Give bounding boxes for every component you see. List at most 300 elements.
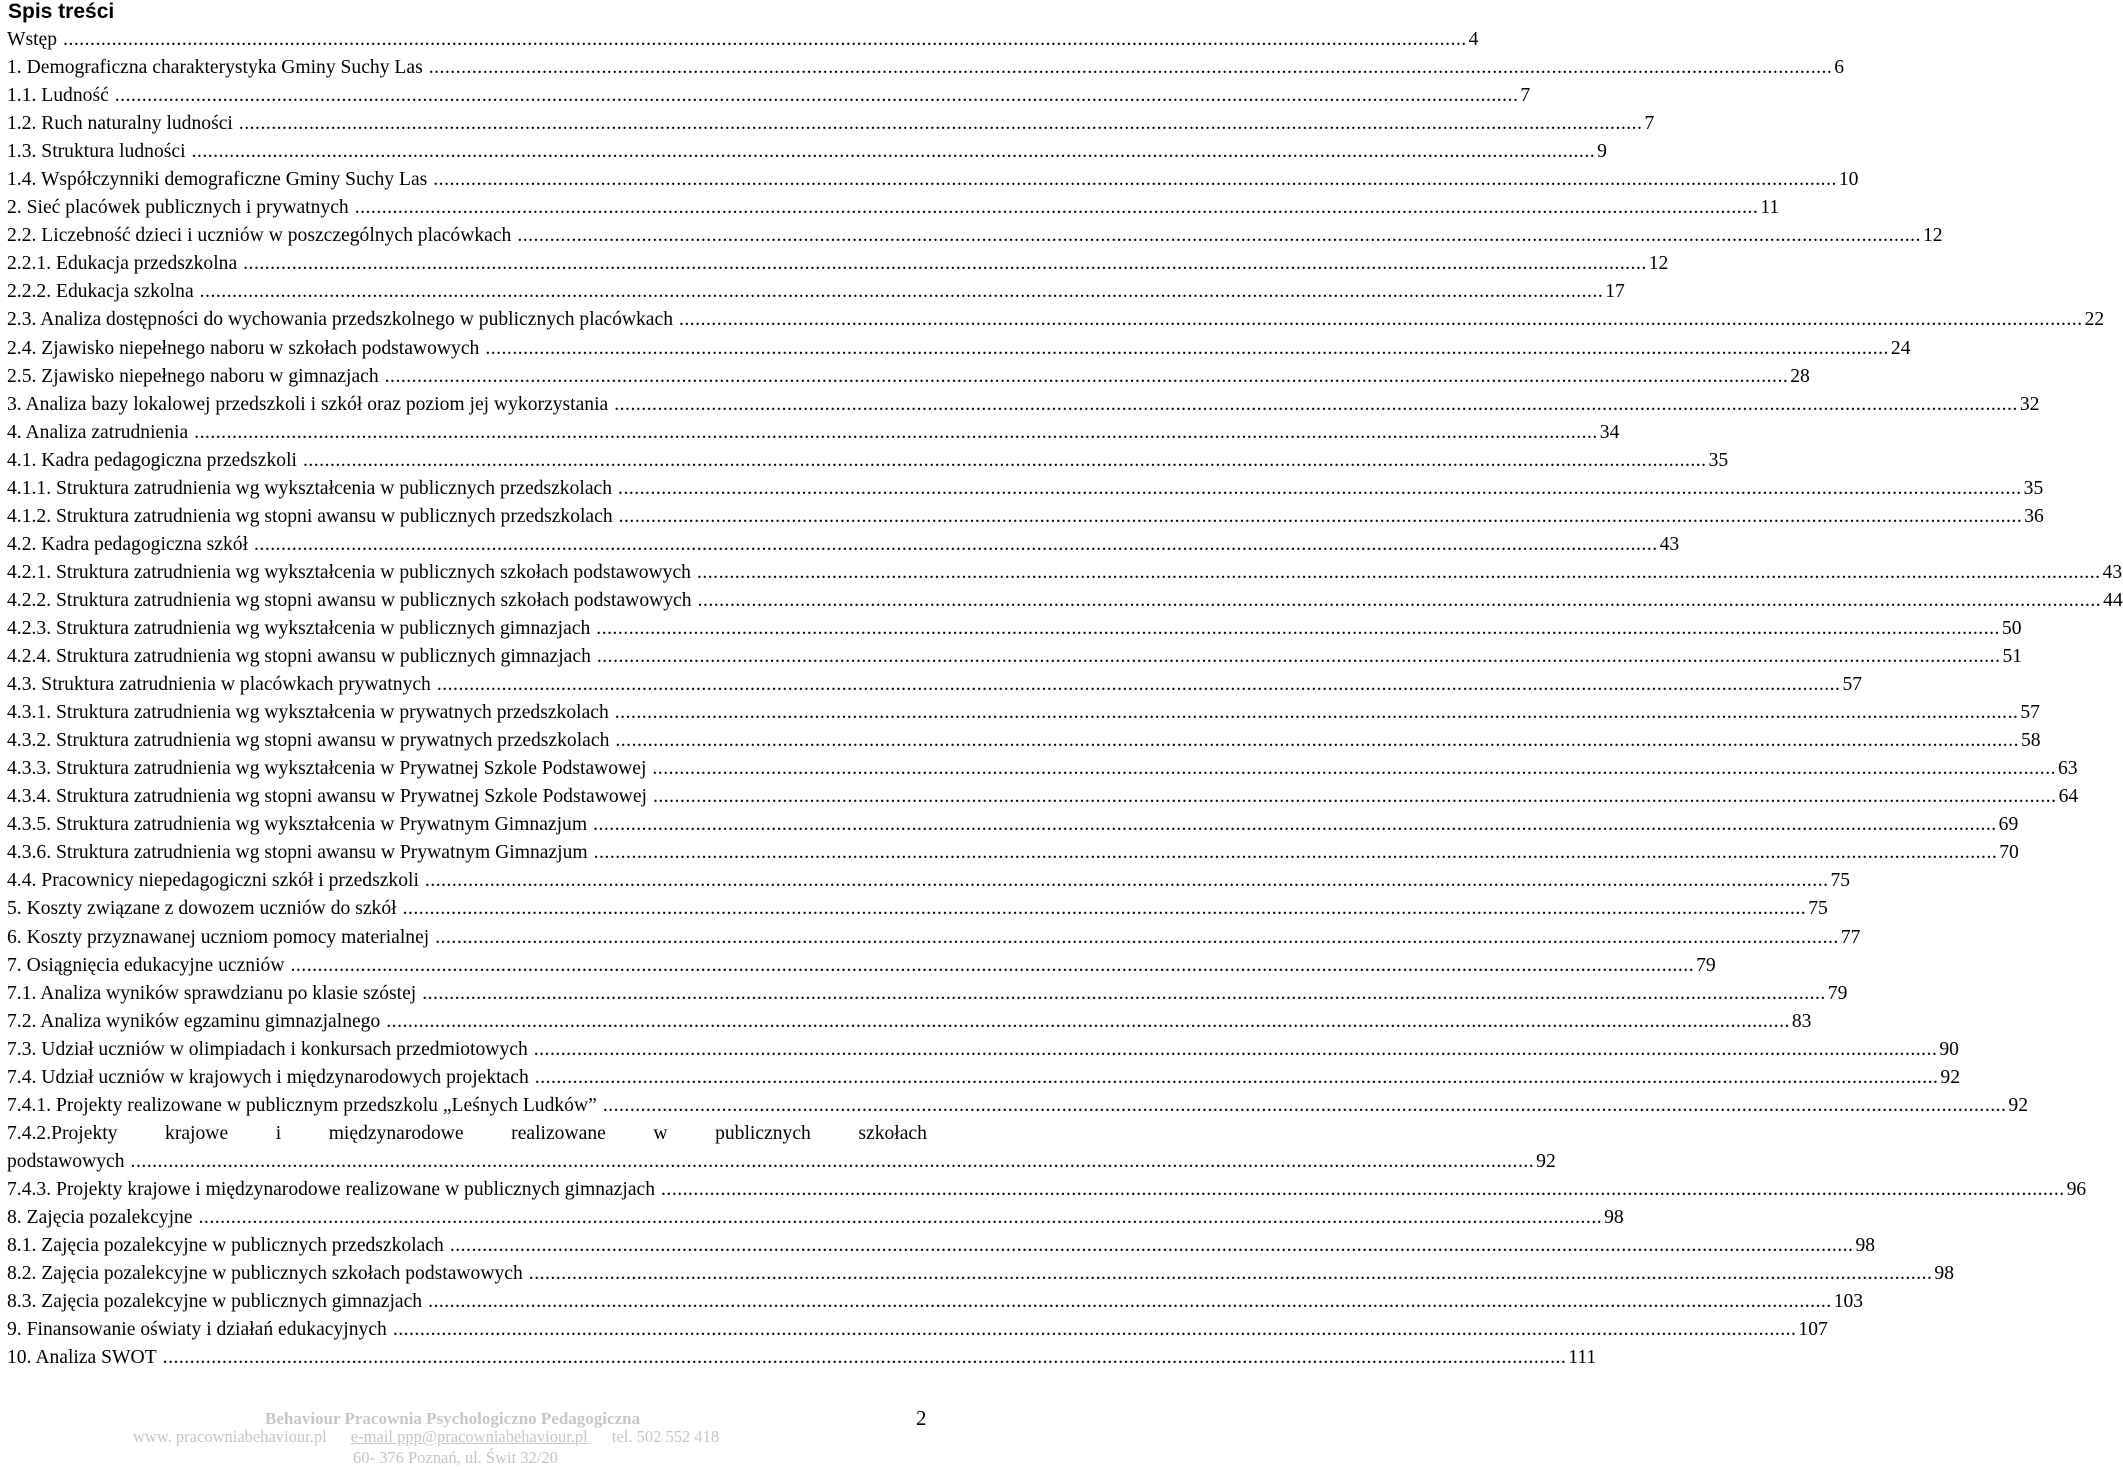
- toc-entry-text: [7, 419, 188, 447]
- toc-entry-text: [7, 671, 431, 699]
- toc-entry-number: 4.3.4.: [7, 786, 52, 808]
- toc-entry-number: 4.2.2.: [7, 589, 52, 611]
- toc-entry-text: [7, 222, 511, 250]
- toc-entry-text: [7, 531, 248, 559]
- toc-entry[interactable]: [7, 559, 2123, 587]
- toc-entry-page: 28: [1790, 365, 1810, 387]
- toc-leader-dots: [199, 1204, 1603, 1232]
- toc-entry-number: 4.2.4.: [7, 646, 52, 668]
- toc-entry-text: [7, 615, 590, 643]
- toc-entry-label: Demograficzna charakterystyka Gminy Suchy Las: [26, 57, 423, 79]
- toc-leader-dots: [517, 222, 1921, 250]
- toc-entry-number: 4.3.1.: [7, 702, 52, 724]
- toc-entry-label: Analiza wyników sprawdzianu po klasie szóstej: [40, 982, 417, 1004]
- toc-entry-page: 35: [2023, 477, 2044, 499]
- toc-entry-label: Zajęcia pozalekcyjne w publicznych przedszkolach: [41, 1235, 444, 1257]
- toc-entry[interactable]: [7, 1232, 1876, 1260]
- toc-leader-dots: [403, 895, 1807, 923]
- toc-entry-text: [7, 1092, 597, 1120]
- toc-entry-text: [7, 363, 379, 391]
- toc-entry-label: Zajęcia pozalekcyjne: [26, 1206, 193, 1228]
- toc-entry-label: Projekty krajowe i międzynarodowe realizowane w publicznych gimnazjach: [56, 1178, 656, 1200]
- toc-entry-number: 8.1.: [7, 1235, 37, 1257]
- footer-organization: Behaviour Pracownia Psychologiczno Pedagogiczna: [265, 1409, 641, 1428]
- toc-entry[interactable]: [7, 1176, 2087, 1204]
- toc-entry-text: [7, 82, 109, 110]
- toc-entry-text: [7, 1344, 157, 1372]
- toc-entry-number: 2.5.: [7, 365, 37, 387]
- toc-entry-label: Struktura zatrudnienia wg stopni awansu w publicznych gimnazjach: [56, 646, 591, 668]
- toc-entry-text: [7, 924, 429, 952]
- toc-entry-label: Sieć placówek publicznych i prywatnych: [26, 197, 349, 219]
- toc-entry-page: 44: [2103, 589, 2123, 611]
- toc-entry-page: 10: [1838, 169, 1859, 191]
- toc-entry-number: 4.3.: [7, 674, 37, 696]
- toc-entry-page: 98: [1855, 1235, 1876, 1257]
- toc-entry-text: [7, 503, 613, 531]
- toc-leader-dots: [435, 924, 1839, 952]
- toc-entry-label: Koszty przyznawanej uczniom pomocy materialnej: [26, 926, 430, 948]
- toc-leader-dots: [698, 587, 2102, 615]
- toc-entry-label: Zjawisko niepełnego naboru w gimnazjach: [41, 365, 379, 387]
- toc-entry[interactable]: [7, 278, 1625, 306]
- wrapped-word: szkołach: [858, 1122, 927, 1144]
- toc-entry-number: 6.: [7, 926, 22, 948]
- page-number: 2: [916, 1406, 927, 1430]
- toc-entry[interactable]: [7, 82, 1531, 110]
- toc-entry[interactable]: [7, 1036, 1959, 1064]
- toc-entry-text: [7, 587, 692, 615]
- toc-entry-label: Struktura zatrudnienia wg stopni awansu w Prywatnej Szkole Podstawowej: [56, 786, 647, 808]
- toc-leader-dots: [422, 980, 1826, 1008]
- toc-entry-label: Edukacja przedszkolna: [56, 253, 238, 275]
- wrapped-word: publicznych: [715, 1122, 811, 1144]
- toc-entry[interactable]: [7, 26, 1479, 54]
- toc-entry-page: 12: [1922, 225, 1943, 247]
- toc-entry-text: [7, 755, 646, 783]
- toc-leader-dots: [619, 503, 2023, 531]
- toc-entry-label: Struktura zatrudnienia wg wykształcenia w prywatnych przedszkolach: [56, 702, 609, 724]
- toc-entry-text: [7, 335, 479, 363]
- footer-email[interactable]: e-mail ppp@pracowniabehaviour.pl: [350, 1427, 588, 1446]
- toc-entry-label: Wstęp: [7, 29, 58, 50]
- toc-entry-number: 4.2.1.: [7, 561, 52, 583]
- toc-entry-text: [7, 895, 397, 923]
- toc-entry[interactable]: [7, 615, 2022, 643]
- toc-entry-label: Struktura zatrudnienia wg stopni awansu w Prywatnym Gimnazjum: [56, 842, 588, 864]
- footer-phone: tel. 502 552 418: [611, 1427, 720, 1446]
- toc-leader-dots: [131, 1148, 1535, 1176]
- page-footer: [0, 1402, 960, 1469]
- toc-entry-number: 4.3.2.: [7, 730, 52, 752]
- toc-entry-page: 36: [2024, 505, 2044, 527]
- toc-leader-dots: [535, 1064, 1939, 1092]
- toc-entry-page: 70: [1999, 842, 2019, 864]
- toc-entry-page: 92: [1536, 1150, 1556, 1172]
- toc-leader-dots: [652, 755, 2056, 783]
- toc-entry-label: Współczynniki demograficzne Gminy Suchy Las: [40, 169, 428, 191]
- toc-entry-text: [7, 1316, 387, 1344]
- toc-entry[interactable]: [7, 895, 1828, 923]
- toc-leader-dots: [393, 1316, 1797, 1344]
- toc-entry-text: [7, 699, 609, 727]
- toc-entry-text: [7, 475, 612, 503]
- toc-leader-dots: [653, 783, 2057, 811]
- toc-leader-dots: [428, 1288, 1832, 1316]
- toc-entry-page: 96: [2066, 1178, 2087, 1200]
- toc-entry-page: 7: [1520, 85, 1531, 107]
- toc-leader-dots: [529, 1260, 1933, 1288]
- toc-entry-number: 4.3.6.: [7, 842, 52, 864]
- toc-entry-label: Struktura zatrudnienia wg wykształcenia w publicznych przedszkolach: [56, 477, 613, 499]
- toc-entry[interactable]: [7, 250, 1669, 278]
- footer-contacts: [133, 1427, 739, 1447]
- footer-website[interactable]: www. pracowniabehaviour.pl: [133, 1427, 327, 1446]
- toc-entry[interactable]: [7, 699, 2040, 727]
- toc-leader-dots: [429, 54, 1833, 82]
- toc-leader-dots: [355, 194, 1759, 222]
- toc-entry-page: 79: [1827, 982, 1848, 1004]
- toc-entry-label: Zajęcia pozalekcyjne w publicznych szkołach podstawowych: [41, 1263, 523, 1285]
- toc-entry-page: 57: [2020, 702, 2040, 724]
- toc-entry-number: 7.3.: [7, 1038, 37, 1060]
- toc-entry-number: 4.2.3.: [7, 617, 52, 639]
- toc-entry[interactable]: [7, 194, 1780, 222]
- toc-entry[interactable]: [7, 1092, 2029, 1120]
- toc-entries: [7, 26, 2123, 1120]
- toc-leader-dots: [254, 531, 1658, 559]
- toc-entry[interactable]: [7, 503, 2044, 531]
- toc-entry-text: [7, 306, 673, 334]
- toc-entry-number: 2.3.: [7, 309, 37, 331]
- wrapped-word: międzynarodowe: [328, 1122, 464, 1144]
- toc-entry[interactable]: [7, 867, 1851, 895]
- toc-entry-label: Zjawisko niepełnego naboru w szkołach podstawowych: [41, 337, 480, 359]
- toc-entry[interactable]: [7, 924, 1861, 952]
- toc-leader-dots: [163, 1344, 1567, 1372]
- toc-entry-number: 1.2.: [7, 113, 37, 135]
- toc-leader-dots: [425, 867, 1829, 895]
- toc-entry-number: 8.: [7, 1206, 22, 1228]
- toc-entries-after: [7, 1176, 2087, 1372]
- toc-entry-number: 2.2.: [7, 225, 37, 247]
- toc-entry-label: Finansowanie oświaty i działań edukacyjnych: [26, 1319, 387, 1341]
- toc-entry-wrapped-line2[interactable]: [7, 1148, 1556, 1176]
- toc-entry-number: 4.2.: [7, 533, 37, 555]
- toc-leader-dots: [697, 559, 2101, 587]
- toc-entry-text: [7, 278, 194, 306]
- toc-entry-number: 7.2.: [7, 1010, 37, 1032]
- toc-entry[interactable]: [7, 1344, 1597, 1372]
- toc-entry-page: 50: [2001, 617, 2022, 639]
- toc-entry-page: 22: [2084, 309, 2105, 331]
- toc-leader-dots: [194, 419, 1598, 447]
- toc-entry-number: 9.: [7, 1319, 22, 1341]
- toc-entry-label: Struktura zatrudnienia wg wykształcenia w Prywatnym Gimnazjum: [56, 814, 588, 836]
- toc-leader-dots: [303, 447, 1707, 475]
- toc-leader-dots: [614, 391, 2018, 419]
- toc-entry-text: [7, 1008, 380, 1036]
- toc-entry-page: 69: [1998, 814, 2019, 836]
- toc-entry-label: Zajęcia pozalekcyjne w publicznych gimnazjach: [41, 1291, 423, 1313]
- toc-entry[interactable]: [7, 335, 1911, 363]
- toc-entry-page: 92: [2008, 1094, 2029, 1116]
- toc-leader-dots: [594, 839, 1998, 867]
- toc-entry-label: Analiza SWOT: [35, 1347, 157, 1369]
- toc-entry-page: 7: [1644, 113, 1655, 135]
- wrapped-word: 7.4.2.Projekty: [7, 1122, 118, 1144]
- toc-entry-label: Kadra pedagogiczna szkół: [41, 533, 249, 555]
- toc-leader-dots: [603, 1092, 2007, 1120]
- toc-leader-dots: [597, 643, 2001, 671]
- toc-entry-number: 7.: [7, 954, 22, 976]
- toc-entry[interactable]: [7, 138, 1607, 166]
- toc-entry-number: 1.3.: [7, 141, 37, 163]
- table-of-contents: [7, 26, 2123, 1372]
- toc-entry-page: 43: [2102, 561, 2123, 583]
- toc-entry-text: [7, 1176, 655, 1204]
- toc-entry-number: 4.4.: [7, 870, 37, 892]
- toc-entry[interactable]: [7, 110, 1655, 138]
- toc-entry[interactable]: [7, 1260, 1954, 1288]
- toc-entry[interactable]: [7, 531, 1680, 559]
- toc-entry-label: Ludność: [41, 85, 109, 107]
- toc-entry-page: 64: [2058, 786, 2079, 808]
- toc-entry-label: Struktura ludności: [41, 141, 186, 163]
- toc-leader-dots: [661, 1176, 2065, 1204]
- toc-entry-page: 4: [1468, 29, 1479, 50]
- toc-entry-text: [7, 166, 427, 194]
- toc-leader-dots: [433, 166, 1837, 194]
- toc-entry-page: 111: [1568, 1347, 1597, 1369]
- toc-entry-text: [7, 1288, 422, 1316]
- toc-entry-page: 75: [1830, 870, 1851, 892]
- toc-entry-label: Analiza bazy lokalowej przedszkoli i szkół oraz poziom jej wykorzystania: [25, 393, 609, 415]
- wrapped-word: krajowe: [165, 1122, 229, 1144]
- toc-entry-text: podstawowych: [7, 1150, 125, 1172]
- toc-leader-dots: [239, 110, 1643, 138]
- wrapped-word: i: [275, 1122, 282, 1144]
- toc-entry-number: 1.: [7, 57, 22, 79]
- toc-entry-label: Struktura zatrudnienia wg stopni awansu w prywatnych przedszkolach: [56, 730, 610, 752]
- toc-entry-number: 1.1.: [7, 85, 37, 107]
- toc-entry-text: [7, 1232, 444, 1260]
- toc-entry-page: 107: [1798, 1319, 1828, 1341]
- toc-entry-number: 2.2.2.: [7, 281, 52, 303]
- toc-entry-number: 2.: [7, 197, 22, 219]
- toc-leader-dots: [386, 1008, 1790, 1036]
- toc-entry-number: 7.4.3.: [7, 1178, 52, 1200]
- toc-entry[interactable]: [7, 222, 1943, 250]
- toc-entry-number: 5.: [7, 898, 22, 920]
- toc-entry-label: Struktura zatrudnienia wg wykształcenia w publicznych gimnazjach: [56, 617, 591, 639]
- toc-entry-page: 98: [1604, 1206, 1624, 1228]
- toc-entry-text: [7, 1260, 523, 1288]
- toc-entry-text: [7, 26, 57, 54]
- toc-entry-number: 3.: [7, 393, 22, 415]
- toc-entry[interactable]: [7, 447, 1729, 475]
- toc-entry-text: [7, 783, 647, 811]
- toc-entry-page: 98: [1934, 1263, 1954, 1285]
- toc-leader-dots: [450, 1232, 1854, 1260]
- toc-entry-page: 51: [2002, 646, 2023, 668]
- toc-entry-label: Struktura zatrudnienia wg wykształcenia w publicznych szkołach podstawowych: [56, 561, 691, 583]
- toc-leader-dots: [200, 278, 1604, 306]
- toc-leader-dots: [437, 671, 1841, 699]
- toc-entry-text: [7, 194, 349, 222]
- toc-entry-label: Udział uczniów w olimpiadach i konkursach przedmiotowych: [41, 1038, 528, 1060]
- toc-entry-text: [7, 1064, 529, 1092]
- toc-entry[interactable]: [7, 643, 2023, 671]
- toc-entry-label: Analiza zatrudnienia: [25, 421, 189, 443]
- toc-entry-text: [7, 110, 233, 138]
- toc-entry[interactable]: [7, 54, 1845, 82]
- toc-entry-page: 63: [2057, 758, 2078, 780]
- toc-entry[interactable]: [7, 475, 2044, 503]
- toc-entry-page: 77: [1840, 926, 1861, 948]
- toc-leader-dots: [596, 615, 2000, 643]
- toc-entry[interactable]: [7, 363, 1810, 391]
- toc-entry-label: Koszty związane z dowozem uczniów do szkół: [26, 898, 397, 920]
- toc-leader-dots: [243, 250, 1647, 278]
- toc-entry-text: [7, 980, 416, 1008]
- toc-leader-dots: [618, 475, 2022, 503]
- toc-entry[interactable]: [7, 1008, 1812, 1036]
- toc-entry-label: Struktura zatrudnienia wg stopni awansu w publicznych szkołach podstawowych: [56, 589, 692, 611]
- toc-entry[interactable]: [7, 952, 1716, 980]
- toc-entry-page: 57: [1842, 674, 1863, 696]
- toc-entry[interactable]: [7, 1316, 1828, 1344]
- toc-entry-text: [7, 839, 588, 867]
- toc-entry-page: 79: [1696, 954, 1716, 976]
- toc-entry-page: 12: [1648, 253, 1669, 275]
- toc-entry-text: [7, 1036, 528, 1064]
- footer-address: 60- 376 Poznań, ul. Świt 32/20: [353, 1448, 558, 1467]
- toc-entry-text: [7, 447, 297, 475]
- toc-entry-number: 1.4.: [7, 169, 37, 191]
- toc-entry-text: [7, 643, 591, 671]
- toc-entry-number: 8.2.: [7, 1263, 37, 1285]
- toc-entry-page: 58: [2020, 730, 2041, 752]
- toc-entry[interactable]: [7, 587, 2123, 615]
- toc-entry[interactable]: [7, 1288, 1864, 1316]
- toc-entry[interactable]: [7, 391, 2040, 419]
- toc-entry-page: 24: [1890, 337, 1911, 359]
- toc-leader-dots: [615, 727, 2019, 755]
- toc-entry[interactable]: [7, 671, 1863, 699]
- toc-entry-text: [7, 559, 691, 587]
- toc-entry-label: Struktura zatrudnienia wg wykształcenia w Prywatnej Szkole Podstawowej: [56, 758, 647, 780]
- toc-entry-text: [7, 867, 419, 895]
- toc-entry-number: 4.3.5.: [7, 814, 52, 836]
- toc-entry[interactable]: [7, 166, 1859, 194]
- toc-entry-number: 4.1.1.: [7, 477, 52, 499]
- toc-leader-dots: [291, 952, 1695, 980]
- toc-entry-label: Udział uczniów w krajowych i międzynarodowych projektach: [41, 1066, 529, 1088]
- toc-leader-dots: [115, 82, 1519, 110]
- toc-leader-dots: [485, 335, 1889, 363]
- toc-entry-text: [7, 54, 423, 82]
- toc-leader-dots: [679, 306, 2083, 334]
- toc-entry-label: Analiza wyników egzaminu gimnazjalnego: [40, 1010, 381, 1032]
- toc-entry-number: 7.1.: [7, 982, 37, 1004]
- toc-entry-wrapped-line1[interactable]: [7, 1120, 927, 1148]
- toc-entry[interactable]: [7, 1064, 1960, 1092]
- toc-entry-number: 2.2.1.: [7, 253, 52, 275]
- toc-entry-page: 9: [1597, 141, 1607, 163]
- toc-entry-text: [7, 138, 186, 166]
- toc-entry-number: 7.4.1.: [7, 1094, 52, 1116]
- toc-entry[interactable]: [7, 755, 2078, 783]
- toc-leader-dots: [385, 363, 1789, 391]
- wrapped-word: w: [653, 1122, 668, 1144]
- toc-entry-label: Analiza dostępności do wychowania przedszkolnego w publicznych placówkach: [40, 309, 673, 331]
- toc-entry-text: [7, 811, 587, 839]
- toc-leader-dots: [534, 1036, 1938, 1064]
- toc-entry-label: Struktura zatrudnienia w placówkach prywatnych: [41, 674, 431, 696]
- toc-entry[interactable]: [7, 980, 1848, 1008]
- toc-entry[interactable]: [7, 306, 2105, 334]
- toc-entry-label: Liczebność dzieci i uczniów w poszczególnych placówkach: [41, 225, 512, 247]
- toc-entry-number: 4.1.2.: [7, 505, 52, 527]
- toc-entry-number: 4.1.: [7, 449, 37, 471]
- toc-entry-page: 92: [1940, 1066, 1960, 1088]
- toc-entry-text: [7, 1204, 193, 1232]
- toc-entry-page: 35: [1708, 449, 1729, 471]
- toc-entry-page: 32: [2019, 393, 2040, 415]
- toc-entry-label: Ruch naturalny ludności: [41, 113, 233, 135]
- toc-entry-page: 83: [1791, 1010, 1812, 1032]
- toc-entry-text: [7, 952, 285, 980]
- toc-entry-label: Kadra pedagogiczna przedszkoli: [41, 449, 297, 471]
- toc-entry[interactable]: [7, 783, 2079, 811]
- toc-entry-number: 10.: [7, 1347, 32, 1369]
- toc-entry-page: 103: [1833, 1291, 1864, 1313]
- toc-entry[interactable]: [7, 839, 2019, 867]
- toc-entry-text: [7, 391, 608, 419]
- toc-entry[interactable]: [7, 1204, 1624, 1232]
- toc-leader-dots: [593, 811, 1997, 839]
- toc-leader-dots: [63, 26, 1467, 54]
- toc-entry-label: Edukacja szkolna: [56, 281, 194, 303]
- toc-entry-number: 2.4.: [7, 337, 37, 359]
- toc-entry-label: Pracownicy niepedagogiczni szkół i przedszkoli: [41, 870, 419, 892]
- toc-entry-page: 11: [1760, 197, 1780, 219]
- toc-entry-number: 4.: [7, 421, 22, 443]
- toc-entry-label: Struktura zatrudnienia wg stopni awansu w publicznych przedszkolach: [56, 505, 613, 527]
- toc-entry-text: [7, 250, 237, 278]
- toc-entry[interactable]: [7, 727, 2041, 755]
- toc-entry-text: [7, 727, 609, 755]
- toc-entry-page: 6: [1834, 57, 1845, 79]
- toc-entry-label: Osiągnięcia edukacyjne uczniów: [26, 954, 285, 976]
- toc-entry[interactable]: [7, 811, 2019, 839]
- toc-leader-dots: [615, 699, 2019, 727]
- toc-entry-number: 7.4.: [7, 1066, 37, 1088]
- toc-leader-dots: [192, 138, 1596, 166]
- toc-entry-label: Projekty realizowane w publicznym przedszkolu „Leśnych Ludków”: [56, 1094, 597, 1116]
- toc-entry-page: 90: [1939, 1038, 1959, 1060]
- toc-entry-page: 43: [1659, 533, 1680, 555]
- toc-title: Spis treści: [8, 0, 115, 23]
- toc-entry[interactable]: [7, 419, 1620, 447]
- wrapped-word: realizowane: [511, 1122, 606, 1144]
- toc-entry-page: 34: [1599, 421, 1620, 443]
- toc-entry-page: 17: [1605, 281, 1625, 303]
- toc-entry-number: 8.3.: [7, 1291, 37, 1313]
- toc-entry-page: 75: [1808, 898, 1828, 920]
- toc-entry-number: 4.3.3.: [7, 758, 52, 780]
